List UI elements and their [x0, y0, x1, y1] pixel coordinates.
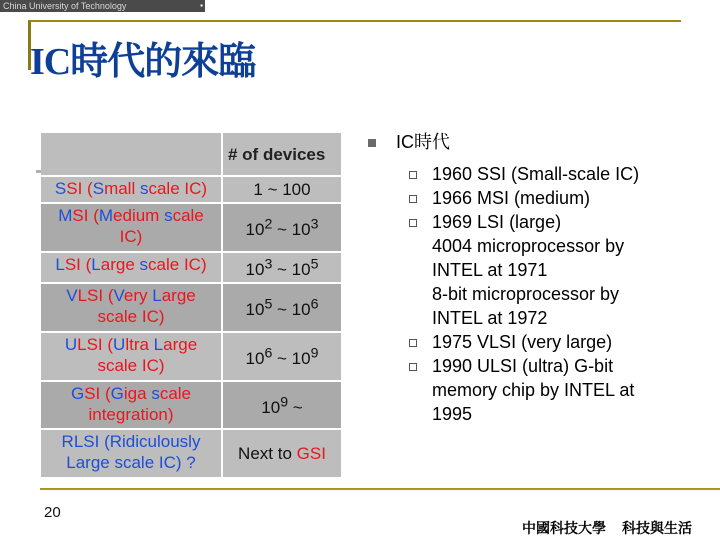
logo-marker-icon: ▪ — [200, 1, 203, 10]
table-row — [41, 176, 341, 202]
scale-name-cell — [41, 429, 222, 477]
device-count-cell — [222, 252, 341, 283]
device-count: $10^6$ ~ $10^9$ — [245, 345, 319, 368]
device-count: $10^3$ ~ $10^5$ — [245, 256, 319, 280]
sub-bullet-text: INTEL at 1972 — [432, 308, 548, 328]
device-count: Next to GSI — [238, 444, 326, 464]
square-bullet-icon — [368, 139, 376, 147]
scale-name-cell — [41, 283, 222, 332]
scale-name: VLSI (Very Large scale IC) — [66, 286, 196, 327]
sub-bullet-text: INTEL at 1971 — [432, 260, 548, 280]
hollow-square-bullet-icon — [409, 339, 417, 347]
table-header-blank — [41, 132, 222, 176]
device-count: 1 ~ 100 — [253, 180, 311, 200]
scale-name-cell — [41, 381, 222, 430]
sub-bullet-text: memory chip by INTEL at — [432, 380, 635, 400]
scale-name: MSI (Medium scale IC) — [58, 205, 204, 246]
sub-bullet-text: 1975 VLSI (very large) — [432, 332, 613, 352]
table-row — [41, 332, 341, 381]
hollow-square-bullet-icon — [409, 219, 417, 227]
device-count: $10^2$ ~ $10^3$ — [245, 216, 319, 240]
scale-name-cell — [41, 332, 222, 381]
scale-name: LSI (Large scale IC) — [55, 254, 207, 274]
device-count-cell — [222, 176, 341, 202]
device-count: $10^9$ ~ — [261, 394, 303, 417]
school-motto: 科技與生活 — [622, 522, 692, 537]
bullet-list — [366, 130, 696, 426]
page-number: 20 — [44, 504, 61, 521]
university-logo-text: China University of Technology — [3, 1, 127, 11]
scale-name-cell — [41, 252, 222, 283]
sub-bullet-text: 4004 microprocessor by — [432, 236, 625, 256]
hollow-square-bullet-icon — [409, 171, 417, 179]
sub-bullet — [366, 330, 696, 354]
table-row — [41, 252, 341, 283]
device-count: $10^5$ ~ $10^6$ — [245, 296, 319, 320]
scale-name: SSI (Small scale IC) — [54, 179, 208, 199]
table-row — [41, 381, 341, 430]
scale-name: GSI (Giga scale integration) — [70, 383, 192, 424]
sub-bullet-text: 8-bit microprocessor by — [432, 284, 620, 304]
main-bullet-text: IC時代 — [396, 132, 450, 152]
device-count-cell — [222, 283, 341, 332]
table-header-devices: # of devices — [228, 144, 326, 164]
hollow-square-bullet-icon — [409, 363, 417, 371]
sub-bullet-text: 1966 MSI (medium) — [432, 188, 591, 208]
university-logo-bar — [0, 0, 205, 12]
sub-bullet — [366, 162, 696, 186]
school-name: 中國科技大學 — [522, 522, 606, 537]
sub-bullet-text: 1990 ULSI (ultra) G-bit — [432, 356, 614, 376]
device-count-cell — [222, 381, 341, 430]
table-row — [41, 429, 341, 477]
sub-bullet-text: 1960 SSI (Small-scale IC) — [432, 164, 640, 184]
sub-bullet — [366, 186, 696, 210]
scale-name: RLSI (Ridiculously Large scale IC) ? — [61, 432, 201, 473]
table-body — [41, 176, 341, 477]
table-row — [41, 203, 341, 252]
sub-bullet-list — [366, 162, 696, 426]
footer-school — [522, 518, 692, 538]
table-row — [41, 283, 341, 332]
slide-title: IC時代的來臨 — [30, 41, 256, 83]
scale-devices-table — [41, 131, 341, 477]
device-count-cell — [222, 332, 341, 381]
device-count-cell — [222, 429, 341, 477]
device-count-cell — [222, 203, 341, 252]
scale-name-cell — [41, 203, 222, 252]
hollow-square-bullet-icon — [409, 195, 417, 203]
footer-divider — [40, 488, 720, 490]
sub-bullet — [366, 210, 696, 330]
main-bullet — [366, 130, 696, 154]
sub-bullet — [366, 354, 696, 426]
scale-name-cell — [41, 176, 222, 202]
scale-name: ULSI (Ultra Large scale IC) — [64, 334, 198, 375]
table-header-row — [41, 132, 341, 176]
sub-bullet-text: 1995 — [432, 404, 473, 424]
sub-bullet-text: 1969 LSI (large) — [432, 212, 562, 232]
